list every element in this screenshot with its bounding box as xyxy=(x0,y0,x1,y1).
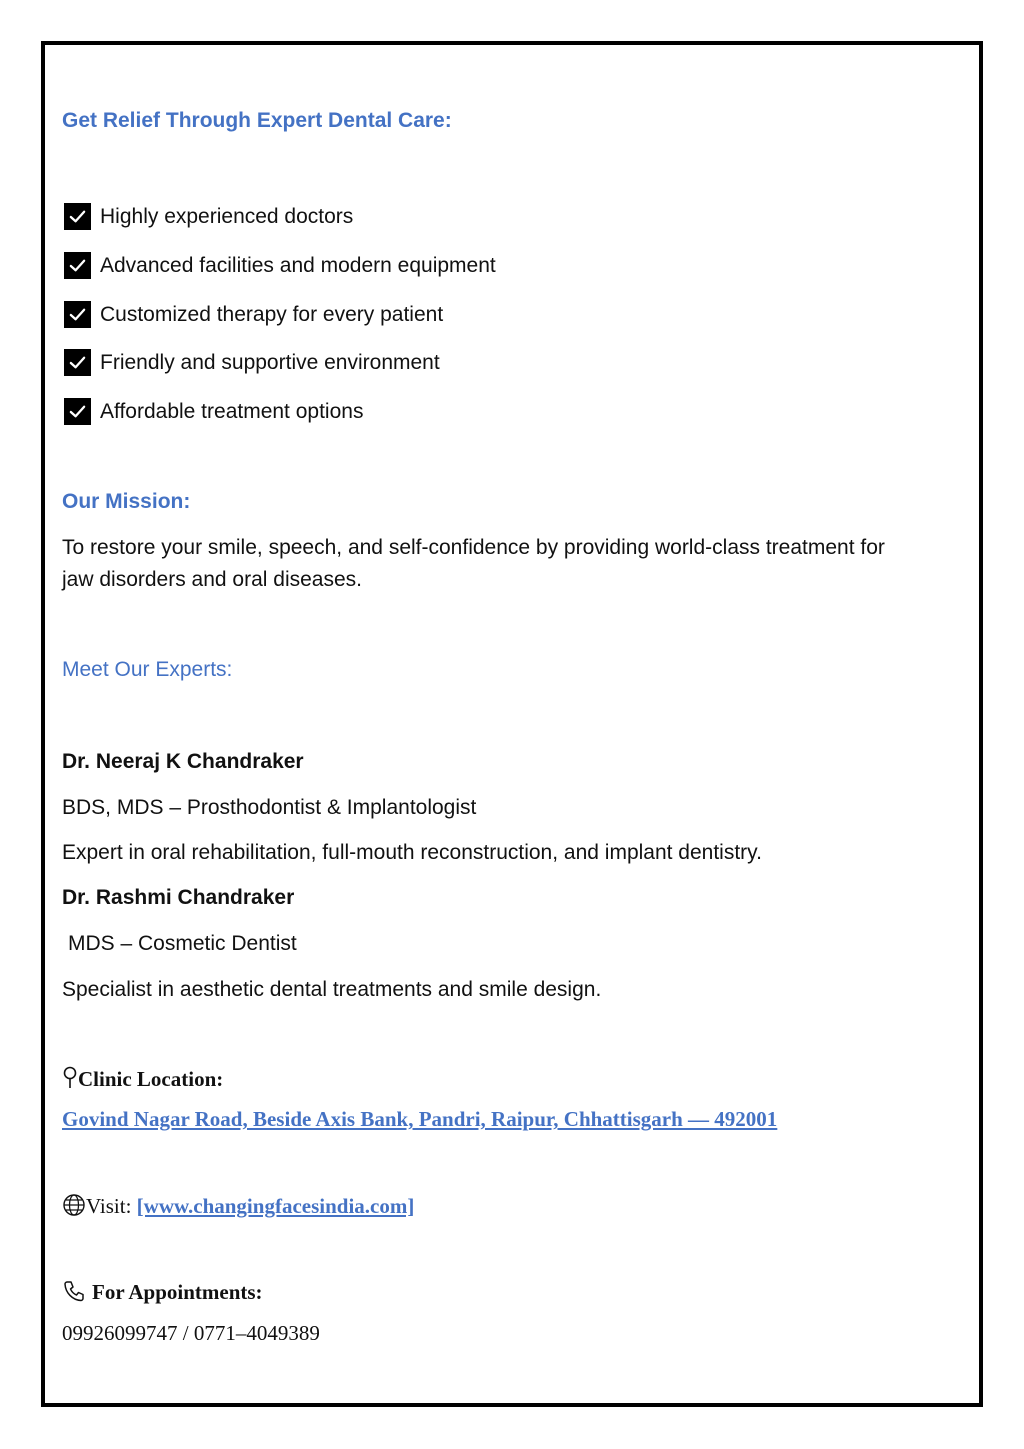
checkmark-icon xyxy=(64,398,91,425)
relief-item xyxy=(64,301,443,328)
relief-item xyxy=(64,398,363,425)
website-label: Visit: xyxy=(86,1193,137,1218)
relief-item xyxy=(64,252,496,279)
mission-heading: Our Mission: xyxy=(62,490,191,513)
relief-item xyxy=(64,349,440,376)
clinic-address-link[interactable]: Govind Nagar Road, Beside Axis Bank, Pandri, Raipur, Chhattisgarh — 492001 xyxy=(62,1107,778,1131)
mission-text-line1: To restore your smile, speech, and self-confidence by providing world-class treatment for xyxy=(62,536,885,559)
relief-item-label: Customized therapy for every patient xyxy=(100,302,444,326)
doctor-qualification: MDS – Cosmetic Dentist xyxy=(68,932,297,955)
relief-item-label: Advanced facilities and modern equipment xyxy=(100,253,496,277)
clinic-location-label: Clinic Location: xyxy=(78,1066,224,1091)
relief-item xyxy=(64,203,353,230)
relief-item-label: Affordable treatment options xyxy=(100,399,364,423)
doctor-name: Dr. Neeraj K Chandraker xyxy=(62,750,304,773)
appointment-phones[interactable]: 09926099747 / 0771–4049389 xyxy=(62,1321,320,1345)
relief-heading: Get Relief Through Expert Dental Care: xyxy=(62,109,452,132)
globe-icon xyxy=(62,1193,86,1223)
appointments-label-row xyxy=(62,1279,263,1309)
website-link[interactable]: [www.changingfacesindia.com] xyxy=(136,1193,415,1218)
doctor-qualification: BDS, MDS – Prosthodontist & Implantologist xyxy=(62,796,477,819)
relief-item-label: Friendly and supportive environment xyxy=(100,350,440,374)
website-row xyxy=(62,1193,414,1223)
relief-item-label: Highly experienced doctors xyxy=(100,204,354,228)
mission-text-line2: jaw disorders and oral diseases. xyxy=(62,568,362,591)
doctor-description: Specialist in aesthetic dental treatments and smile design. xyxy=(62,978,602,1001)
experts-heading: Meet Our Experts: xyxy=(62,658,233,681)
phone-icon xyxy=(62,1279,86,1309)
map-pin-icon xyxy=(62,1066,78,1096)
checkmark-icon xyxy=(64,301,91,328)
doctor-description: Expert in oral rehabilitation, full-mouth reconstruction, and implant dentistry. xyxy=(62,841,762,864)
checkmark-icon xyxy=(64,252,91,279)
checkmark-icon xyxy=(64,349,91,376)
doctor-name: Dr. Rashmi Chandraker xyxy=(62,886,295,909)
clinic-location-label-row xyxy=(62,1066,223,1096)
appointments-label: For Appointments: xyxy=(92,1279,263,1304)
checkmark-icon xyxy=(64,203,91,230)
